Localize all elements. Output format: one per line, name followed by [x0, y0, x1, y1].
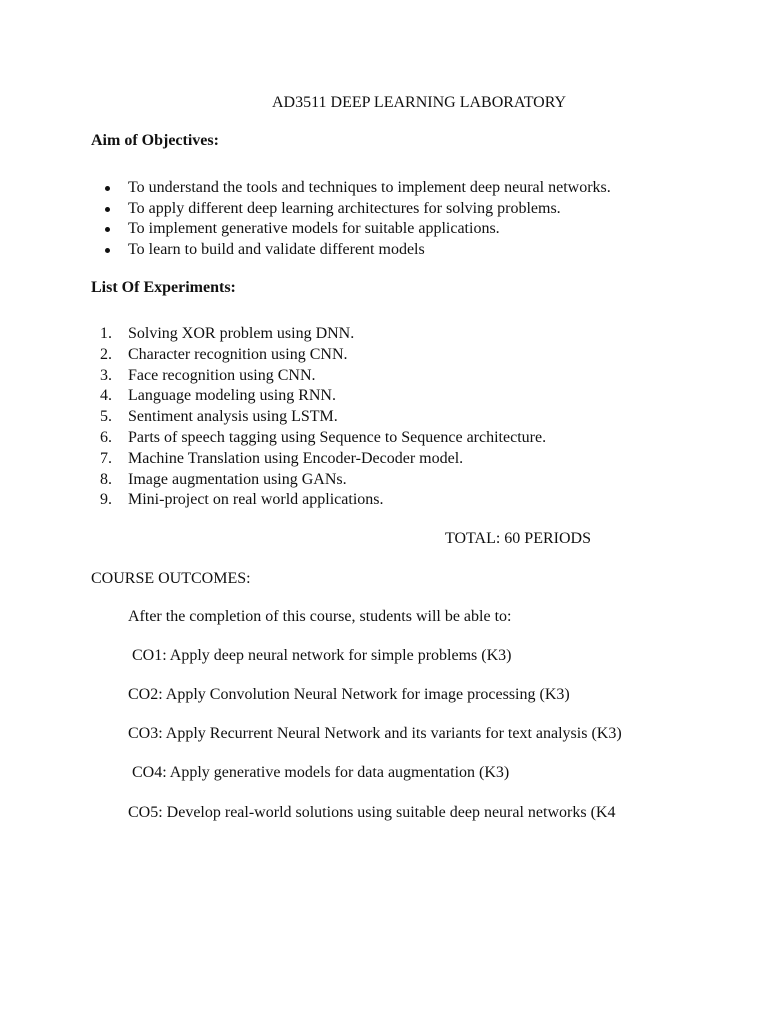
- objective-item: [96, 178, 611, 199]
- course-outcome-4: CO4: Apply generative models for data augmentation (K3): [132, 764, 510, 781]
- bullet-icon: [105, 186, 110, 191]
- experiments-list: [100, 324, 546, 511]
- experiments-heading: List Of Experiments:: [91, 279, 236, 296]
- objective-text: To understand the tools and techniques to implement deep neural networks.: [128, 179, 611, 196]
- experiment-text: Image augmentation using GANs.: [128, 470, 347, 488]
- experiment-number: 3.: [100, 366, 112, 384]
- experiment-number: 1.: [100, 325, 112, 342]
- experiment-item: [100, 366, 546, 387]
- bullet-icon: [105, 227, 110, 232]
- experiment-number: 2.: [100, 345, 112, 363]
- experiment-item: [100, 407, 546, 428]
- experiment-text: Character recognition using CNN.: [128, 345, 348, 363]
- experiment-text: Face recognition using CNN.: [128, 366, 316, 384]
- outcomes-intro: After the completion of this course, students will be able to:: [128, 608, 512, 625]
- experiment-text: Language modeling using RNN.: [128, 387, 336, 405]
- experiment-text: Machine Translation using Encoder-Decoder model.: [128, 449, 464, 467]
- objectives-heading: Aim of Objectives:: [91, 132, 219, 149]
- objectives-list: [96, 178, 611, 260]
- course-outcome-5: CO5: Develop real-world solutions using suitable deep neural networks (K4: [128, 804, 616, 821]
- objective-text: To implement generative models for suitable applications.: [128, 220, 500, 238]
- experiment-number: 8.: [100, 470, 112, 488]
- objective-item: [96, 219, 611, 240]
- objective-text: To learn to build and validate different models: [128, 240, 425, 258]
- experiment-number: 5.: [100, 408, 112, 426]
- experiment-text: Sentiment analysis using LSTM.: [128, 408, 338, 426]
- experiment-item: [100, 386, 546, 407]
- experiment-item: [100, 324, 546, 345]
- bullet-icon: [105, 207, 110, 212]
- experiment-text: Parts of speech tagging using Sequence to Sequence architecture.: [128, 428, 547, 446]
- course-outcome-1: CO1: Apply deep neural network for simple problems (K3): [132, 647, 512, 664]
- experiment-item: [100, 490, 546, 511]
- course-outcome-3: CO3: Apply Recurrent Neural Network and its variants for text analysis (K3): [128, 725, 622, 742]
- objective-text: To apply different deep learning architectures for solving problems.: [128, 199, 561, 217]
- document-title: AD3511 DEEP LEARNING LABORATORY: [272, 94, 567, 111]
- experiment-text: Mini-project on real world applications.: [128, 491, 384, 509]
- experiment-number: 6.: [100, 428, 112, 446]
- experiment-number: 9.: [100, 491, 112, 509]
- experiment-text: Solving XOR problem using DNN.: [128, 325, 355, 342]
- total-periods: TOTAL: 60 PERIODS: [445, 530, 591, 547]
- experiment-number: 4.: [100, 387, 112, 405]
- objective-item: [96, 240, 611, 261]
- bullet-icon: [105, 248, 110, 253]
- experiment-item: [100, 428, 546, 449]
- objective-item: [96, 199, 611, 220]
- experiment-item: [100, 449, 546, 470]
- experiment-item: [100, 345, 546, 366]
- experiment-item: [100, 470, 546, 491]
- course-outcome-2: CO2: Apply Convolution Neural Network for image processing (K3): [128, 686, 570, 703]
- outcomes-heading: COURSE OUTCOMES:: [91, 570, 251, 587]
- experiment-number: 7.: [100, 449, 112, 467]
